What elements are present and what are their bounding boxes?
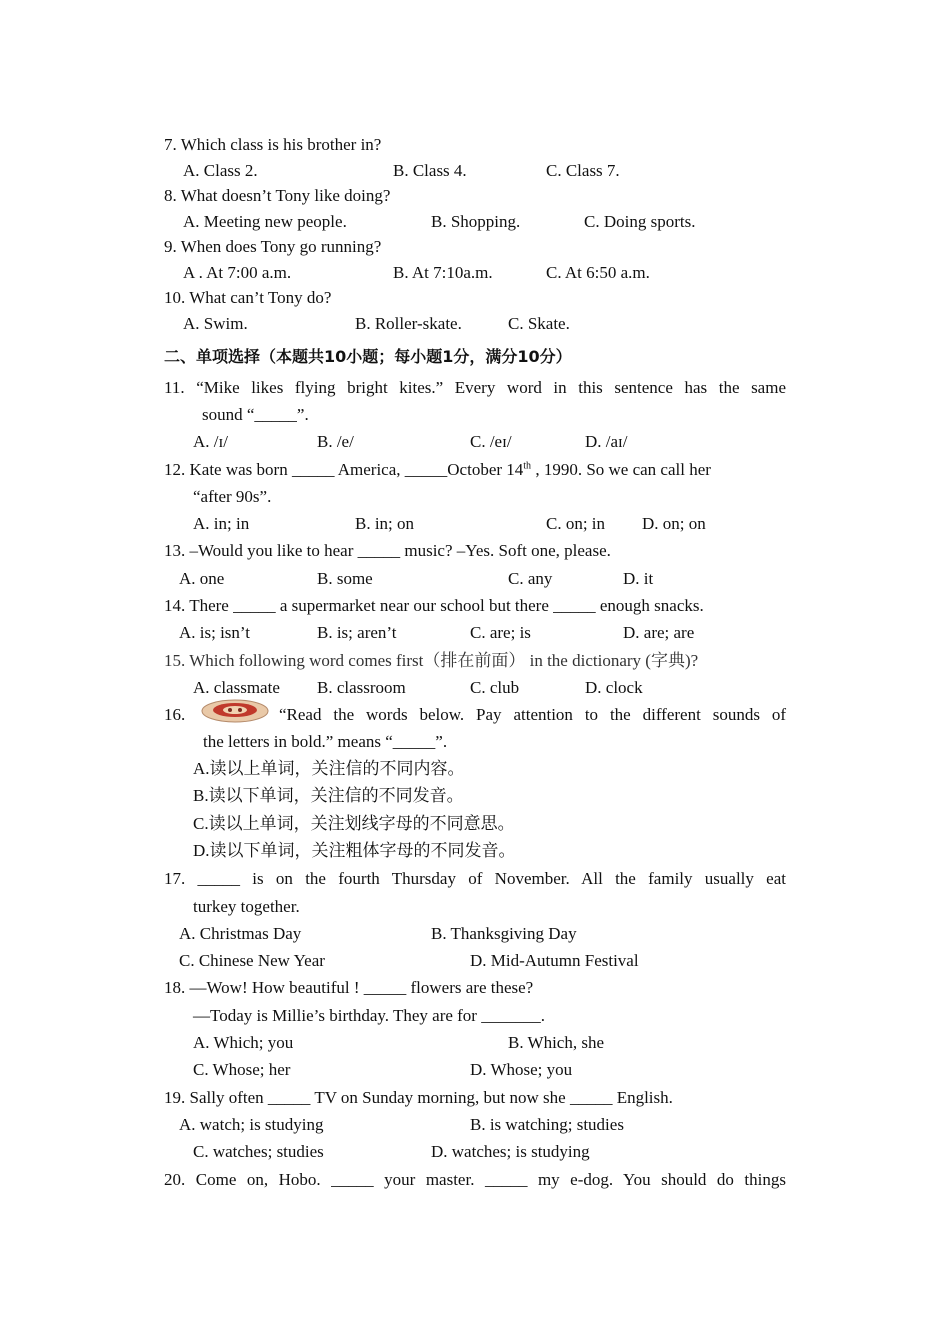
q8-option-a: A. Meeting new people.: [183, 212, 347, 231]
seal-stamp-image: [200, 698, 270, 724]
q7-option-b: B. Class 4.: [393, 161, 467, 180]
q19-option-c: C. watches; studies: [193, 1142, 324, 1161]
q19-option-a: A. watch; is studying: [179, 1115, 324, 1134]
question-17: 17. _____ is on the fourth Thursday of November. All the family usually eat: [164, 869, 786, 888]
q14-option-a: A. is; isn’t: [179, 623, 251, 642]
question-16-number: 16.: [164, 705, 186, 724]
q15-option-a: A. classmate: [193, 678, 280, 697]
q12-option-a: A. in; in: [193, 514, 250, 533]
q10-option-c: C. Skate.: [508, 314, 570, 333]
q13-option-c: C. any: [508, 569, 553, 588]
question-17-cont: turkey together.: [193, 897, 300, 916]
q14-option-d: D. are; are: [623, 623, 695, 642]
q13-option-d: D. it: [623, 569, 654, 588]
q11-option-d: D. /aɪ/: [585, 432, 628, 451]
q8-option-b: B. Shopping.: [431, 212, 521, 231]
q12-option-c: C. on; in: [546, 514, 606, 533]
q19-option-d: D. watches; is studying: [431, 1142, 590, 1161]
question-18-cont: —Today is Millie’s birthday. They are for _______.: [193, 1006, 545, 1025]
q13-option-a: A. one: [179, 569, 225, 588]
q9-option-a: A . At 7:00 a.m.: [183, 263, 292, 282]
q10-option-a: A. Swim.: [183, 314, 248, 333]
q15-option-c: C. club: [470, 678, 520, 697]
q9-option-b: B. At 7:10a.m.: [393, 263, 493, 282]
question-10: 10. What can’t Tony do?: [164, 288, 332, 307]
q15-option-d: D. clock: [585, 678, 643, 697]
q14-option-c: C. are; is: [470, 623, 531, 642]
q12-text-post: , 1990. So we can call her: [531, 460, 711, 479]
section-heading: 二、单项选择（本题共10小题；每小题1分，满分10分）: [164, 347, 572, 366]
question-15: 15. Which following word comes first（排在前面） in the dictionary (字典)?: [164, 651, 699, 670]
q7-option-a: A. Class 2.: [183, 161, 258, 180]
question-19: 19. Sally often _____ TV on Sunday morning, but now she _____ English.: [164, 1088, 673, 1107]
question-12: [164, 459, 786, 481]
question-11: 11. “Mike likes flying bright kites.” Every word in this sentence has the same: [164, 378, 786, 397]
question-16: “Read the words below. Pay attention to the different sounds of: [279, 705, 786, 724]
q12-superscript: th: [523, 460, 532, 472]
q11-option-c: C. /eɪ/: [470, 432, 512, 451]
q19-option-b: B. is watching; studies: [470, 1115, 624, 1134]
q17-option-a: A. Christmas Day: [179, 924, 302, 943]
q17-option-d: D. Mid-Autumn Festival: [470, 951, 639, 970]
question-9: 9. When does Tony go running?: [164, 237, 382, 256]
q18-option-a: A. Which; you: [193, 1033, 294, 1052]
question-12-cont: “after 90s”.: [193, 487, 272, 506]
question-11-cont: sound “_____”.: [202, 405, 309, 424]
q8-option-c: C. Doing sports.: [584, 212, 696, 231]
q7-option-c: C. Class 7.: [546, 161, 620, 180]
q17-option-b: B. Thanksgiving Day: [431, 924, 577, 943]
question-8: 8. What doesn’t Tony like doing?: [164, 186, 391, 205]
q16-option-d: D.读以下单词，关注粗体字母的不同发音。: [193, 841, 516, 860]
question-20: 20. Come on, Hobo. _____ your master. _____ my e-dog. You should do things: [164, 1170, 786, 1189]
q16-option-c: C.读以上单词，关注划线字母的不同意思。: [193, 814, 515, 833]
question-13: 13. –Would you like to hear _____ music? –Yes. Soft one, please.: [164, 541, 611, 560]
question-16-cont: the letters in bold.” means “_____”.: [203, 732, 448, 751]
q18-option-c: C. Whose; her: [193, 1060, 291, 1079]
q11-option-b: B. /e/: [317, 432, 354, 451]
question-14: 14. There _____ a supermarket near our school but there _____ enough snacks.: [164, 596, 704, 615]
question-7: 7. Which class is his brother in?: [164, 135, 382, 154]
q10-option-b: B. Roller-skate.: [355, 314, 462, 333]
q15-option-b: B. classroom: [317, 678, 406, 697]
q12-option-b: B. in; on: [355, 514, 415, 533]
q14-option-b: B. is; aren’t: [317, 623, 397, 642]
q16-option-a: A.读以上单词，关注信的不同内容。: [193, 759, 465, 778]
q13-option-b: B. some: [317, 569, 373, 588]
q16-option-b: B.读以下单词，关注信的不同发音。: [193, 786, 464, 805]
q18-option-d: D. Whose; you: [470, 1060, 573, 1079]
q18-option-b: B. Which, she: [508, 1033, 605, 1052]
q17-option-c: C. Chinese New Year: [179, 951, 325, 970]
q11-option-a: A. /ɪ/: [193, 432, 228, 451]
q9-option-c: C. At 6:50 a.m.: [546, 263, 650, 282]
question-18: 18. —Wow! How beautiful ! _____ flowers are these?: [164, 978, 534, 997]
q12-text-pre: 12. Kate was born _____ America, _____October 14: [164, 460, 524, 479]
q12-option-d: D. on; on: [642, 514, 706, 533]
